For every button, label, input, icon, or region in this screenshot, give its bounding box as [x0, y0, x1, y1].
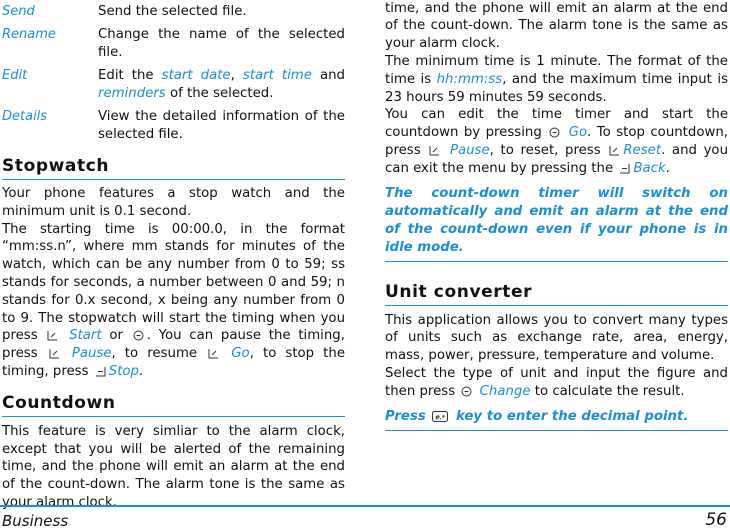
- keyword-back: Back: [633, 160, 666, 176]
- definition-row: [2, 3, 345, 21]
- text-run: . To stop countdown, press: [385, 125, 728, 158]
- countdown-usage: [385, 106, 728, 177]
- text-run: Press: [385, 408, 426, 424]
- right-column: [385, 0, 728, 431]
- unit-converter-heading: Unit converter: [385, 282, 728, 306]
- ok-key-icon: [461, 386, 472, 397]
- definition-desc: Change the name of the selected file.: [98, 27, 345, 60]
- keyword-pause: Pause: [71, 346, 112, 362]
- stopwatch-intro: Your phone features a stop watch and the minimum unit is 0.1 second.: [2, 186, 345, 219]
- unit-converter-intro: This application allows you to convert many types of units such as exchange rate, area, energy, mass, power, pressure, temperature and volume.: [385, 312, 728, 364]
- text-run: Select the type of unit and input the figure and then press: [385, 365, 728, 399]
- text-run: The starting time is 00:00.0, in the format “mm:ss.n”, where mm stands for minutes of the watch, which can be any number from 0 to 59; ss stands for seconds, a number between 0 and 59; n stands for 0.x second, x being any number from 0 to 9. The stopwatch will start the timing when you press: [2, 221, 345, 344]
- text-run: The minimum time is 1 minute. The format of the time is: [385, 53, 728, 87]
- text-run: , and the maximum time input is 23 hours 59 minutes 59 seconds.: [385, 71, 728, 105]
- text-run: , to reset, press: [489, 142, 601, 158]
- keyword-start-date: start date: [161, 68, 231, 83]
- keyword-go: Go: [231, 346, 250, 362]
- time-format: hh:mm:ss: [436, 71, 503, 87]
- right-softkey-icon: [95, 366, 106, 377]
- definition-term: Details: [2, 109, 48, 124]
- keyword-reset: Reset: [623, 142, 662, 158]
- countdown-format: [385, 53, 728, 106]
- definition-term: Send: [2, 4, 35, 19]
- text-run: time, and the phone will emit an alarm at the end of the count-down. The alarm tone is the same as your alarm clock.: [385, 0, 728, 52]
- left-softkey-icon: [47, 330, 58, 341]
- footer-chapter-title: Business: [2, 512, 69, 530]
- keyword-stop: Stop: [108, 363, 139, 379]
- text-run: or: [109, 328, 123, 344]
- definition-row: [2, 67, 345, 103]
- left-softkey-icon: [429, 145, 440, 156]
- countdown-heading: Countdown: [2, 393, 345, 417]
- keyword-start: Start: [69, 328, 102, 344]
- stopwatch-body: [2, 221, 345, 381]
- text-run: . You can pause the timing, press: [2, 328, 345, 362]
- text-run: key to enter the decimal point.: [456, 408, 689, 424]
- countdown-note: The count-down timer will switch on automatically and emit an alarm at the end of the count-down even if your phone is in idle mode.: [385, 185, 728, 262]
- text-run: You can edit the time timer and start the countdown by pressing: [385, 107, 728, 141]
- text-run: ,: [230, 68, 235, 83]
- definition-row: [2, 26, 345, 62]
- left-softkey-icon: [208, 348, 219, 359]
- unit-converter-usage: [385, 365, 728, 401]
- text-run: of the selected.: [169, 86, 274, 101]
- hash-key-icon: [432, 411, 448, 422]
- text-run: .: [139, 363, 144, 379]
- text-run: , to resume: [111, 346, 198, 362]
- right-softkey-icon: [619, 163, 630, 174]
- definition-term: Edit: [2, 68, 28, 83]
- svg-text:#.*: #.*: [435, 412, 446, 421]
- definition-desc: [98, 67, 345, 103]
- ok-key-icon: [133, 330, 144, 341]
- definition-list: [2, 0, 345, 144]
- left-softkey-icon: [49, 348, 60, 359]
- keyword-reminders: reminders: [98, 86, 166, 101]
- keyword-change: Change: [479, 383, 531, 399]
- definition-desc: Send the selected file.: [98, 4, 247, 19]
- page-footer: [0, 505, 730, 530]
- text-run: to calculate the result.: [534, 383, 685, 399]
- text-run: .: [665, 160, 670, 176]
- text-run: , to stop the timing, press: [2, 346, 346, 379]
- keyword-go: Go: [568, 125, 588, 141]
- text-run: Edit the: [98, 68, 154, 83]
- page-number: 56: [705, 510, 727, 530]
- countdown-intro-continued: [385, 0, 728, 53]
- unit-converter-note: [385, 408, 728, 431]
- countdown-intro: This feature is very simliar to the alarm clock, except that you will be alerted of the remaining time, and the phone will emit an alarm at the end of the count-down. The alarm tone is the same as your alarm clock.: [2, 423, 345, 510]
- keyword-pause: Pause: [449, 142, 490, 158]
- text-run: . and you can exit the menu by pressing the: [385, 142, 728, 176]
- stopwatch-heading: Stopwatch: [2, 156, 345, 180]
- definition-row: [2, 108, 345, 144]
- keyword-start-time: start time: [242, 68, 312, 83]
- text-run: and: [319, 68, 345, 83]
- definition-term: Rename: [2, 27, 56, 42]
- definition-desc: View the detailed information of the selected file.: [98, 109, 345, 142]
- left-column: [2, 0, 346, 510]
- ok-key-icon: [549, 127, 560, 138]
- left-softkey-icon: [609, 145, 620, 156]
